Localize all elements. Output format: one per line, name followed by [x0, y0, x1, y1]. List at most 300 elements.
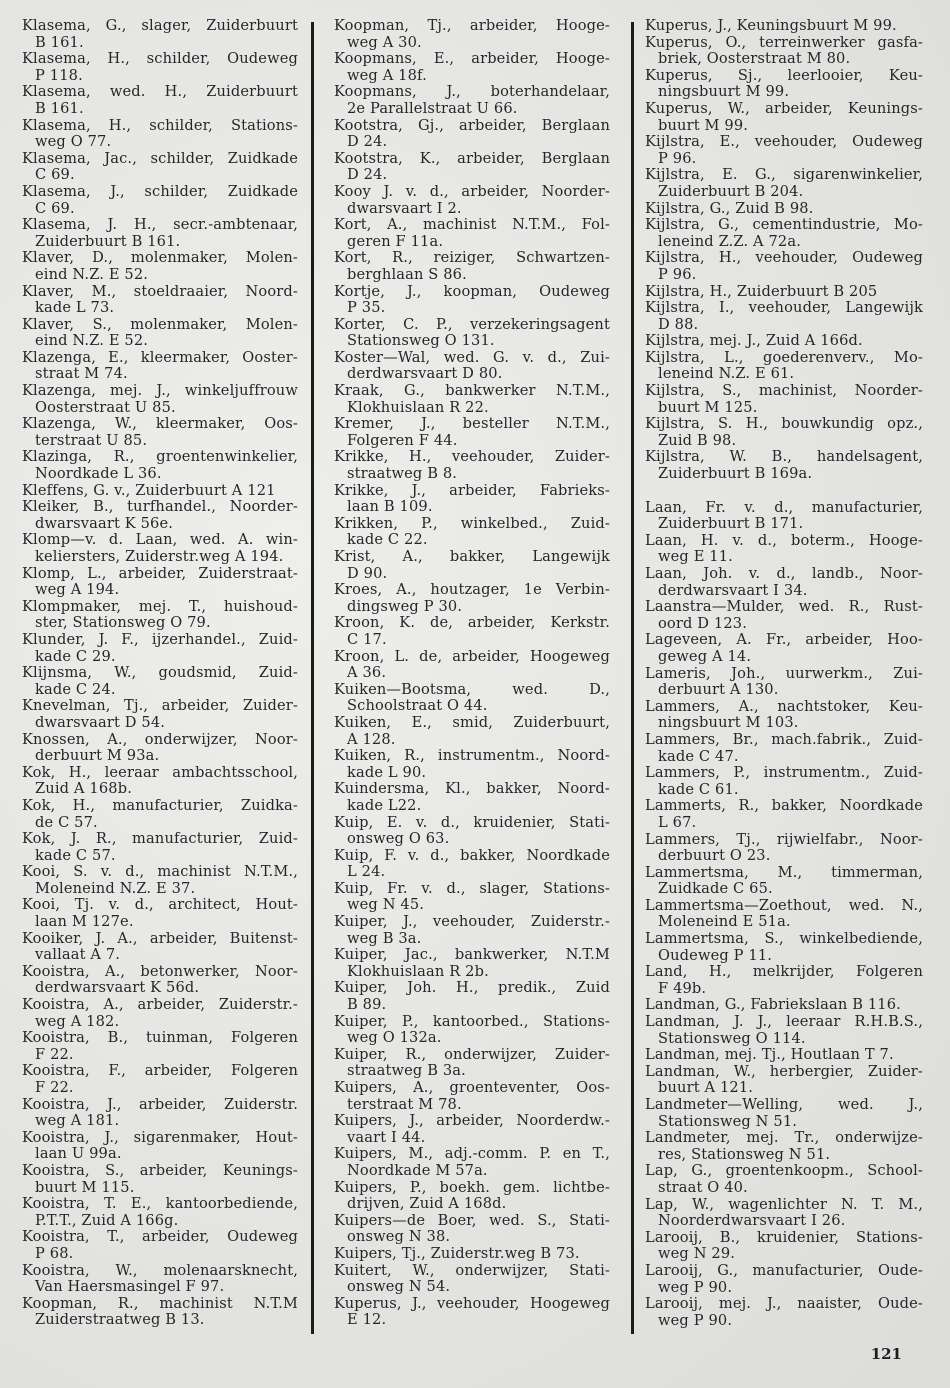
entry-address-line: weg A 30. — [347, 33, 422, 51]
entry-address-line: D 24. — [347, 133, 388, 151]
directory-entry — [334, 1213, 610, 1246]
directory-entry — [645, 1064, 923, 1097]
directory-entry — [645, 250, 923, 283]
directory-entry — [334, 416, 610, 449]
entry-address-line: C 69. — [35, 166, 75, 184]
directory-entry — [334, 582, 610, 615]
entry-name-line: Lammerts, R., bakker, Noordkade — [645, 797, 923, 815]
entry-name-line: Kijlstra, S., machinist, Noorder- — [645, 382, 923, 400]
entry-address-line: D 24. — [347, 166, 388, 184]
entry-name-line: Klazenga, mej. J., winkeljuffrouw — [22, 382, 298, 400]
entry-name-line: Landmeter, mej. Tr., onderwijze- — [645, 1129, 923, 1147]
entry-name-line: Kuipers—de Boer, wed. S., Stati- — [334, 1211, 610, 1229]
directory-entry — [22, 831, 298, 864]
entry-name-line: Kijlstra, S. H., bouwkundig opz., — [645, 415, 923, 433]
entry-name-line: Kooistra, T., arbeider, Oudeweg — [22, 1228, 298, 1246]
entry-address-line: weg O 132a. — [347, 1029, 442, 1047]
entry-address-line: P 35. — [347, 299, 386, 317]
entry-name-line: Laanstra—Mulder, wed. R., Rust- — [645, 598, 923, 616]
entry-name-line: Kok, J. R., manufacturier, Zuid- — [22, 830, 298, 848]
entry-name-line: Kroon, L. de, arbeider, Hoogeweg — [334, 647, 610, 665]
entry-name-line: Larooij, G., manufacturier, Oude- — [645, 1261, 923, 1279]
directory-entry — [22, 1030, 298, 1063]
directory-entry — [22, 665, 298, 698]
entry-name-line: Kuiper, R., onderwijzer, Zuider- — [334, 1045, 610, 1063]
directory-entry — [334, 284, 610, 317]
entry-address-line: Oudeweg P 11. — [658, 946, 773, 964]
entry-name-line: Kort, A., machinist N.T.M., Fol- — [334, 216, 610, 234]
entry-name-line: Klazinga, R., groentenwinkelier, — [22, 448, 298, 466]
directory-entry — [334, 483, 610, 516]
directory-entry — [645, 931, 923, 964]
entry-address-line: weg P 90. — [658, 1278, 733, 1296]
directory-entry — [22, 1296, 298, 1329]
entry-name-line: Kuip, Fr. v. d., slager, Stations- — [334, 879, 610, 897]
directory-entry — [22, 1263, 298, 1296]
directory-entry — [645, 798, 923, 831]
entry-name-line: Kuperus, O., terreinwerker gasfa- — [645, 33, 923, 51]
entry-name-line: Klazenga, E., kleermaker, Ooster- — [22, 348, 298, 366]
directory-entry — [645, 599, 923, 632]
directory-entry — [645, 284, 923, 301]
entry-name-line: Kuipers, Tj., Zuiderstr.weg B 73. — [334, 1244, 580, 1262]
directory-entry — [645, 997, 923, 1014]
entry-name-line: Kroes, A., houtzager, 1e Verbin- — [334, 581, 610, 599]
entry-name-line: Kuiken—Bootsma, wed. D., — [334, 680, 610, 698]
entry-address-line: A 36. — [347, 664, 387, 682]
entry-address-line: weg E 11. — [658, 548, 733, 566]
entry-name-line: Krikken, P., winkelbed., Zuid- — [334, 514, 610, 532]
entry-address-line: derbuurt O 23. — [658, 847, 771, 865]
entry-name-line: Larooij, mej. J., naaister, Oude- — [645, 1295, 923, 1313]
entry-name-line: Klasema, J. H., secr.-ambtenaar, — [22, 216, 298, 234]
column-divider-right — [631, 22, 634, 1334]
entry-name-line: Lameris, Joh., uurwerkm., Zui- — [645, 664, 923, 682]
column-left — [22, 18, 298, 1329]
directory-entry — [22, 931, 298, 964]
directory-entry — [645, 500, 923, 533]
entry-name-line: Klasema, Jac., schilder, Zuidkade — [22, 149, 298, 167]
directory-entry — [334, 118, 610, 151]
entry-name-line: Korter, C. P., verzekeringsagent — [334, 315, 610, 333]
entry-name-line: Kijlstra, H., veehouder, Oudeweg — [645, 249, 923, 267]
directory-entry — [22, 449, 298, 482]
entry-name-line: Kooistra, A., betonwerker, Noor- — [22, 962, 298, 980]
entry-name-line: Kuip, F. v. d., bakker, Noordkade — [334, 846, 610, 864]
entry-address-line: kade C 29. — [35, 647, 116, 665]
entry-name-line: Kootstra, Gj., arbeider, Berglaan — [334, 116, 610, 134]
entry-name-line: Knevelman, Tj., arbeider, Zuider- — [22, 697, 298, 715]
directory-entry — [645, 865, 923, 898]
column-divider-left — [311, 22, 314, 1334]
entry-name-line: Kuiper, P., kantoorbed., Stations- — [334, 1012, 610, 1030]
directory-entry — [22, 897, 298, 930]
entry-address-line: eind N.Z. E 52. — [35, 265, 149, 283]
entry-address-line: terstraat U 85. — [35, 431, 148, 449]
entry-name-line: Lap, W., wagenlichter N. T. M., — [645, 1195, 923, 1213]
directory-entry — [645, 350, 923, 383]
entry-address-line: dwarsvaart D 54. — [35, 713, 166, 731]
directory-entry — [334, 317, 610, 350]
directory-entry — [22, 532, 298, 565]
entry-address-line: keliersters, Zuiderstr.weg A 194. — [35, 548, 284, 565]
entry-name-line: Koopmans, E., arbeider, Hooge- — [334, 50, 610, 68]
directory-entry — [645, 1197, 923, 1230]
entry-address-line: laan M 127e. — [35, 913, 134, 931]
entry-name-line: Klasema, G., slager, Zuiderbuurt — [22, 17, 298, 34]
directory-entry — [334, 947, 610, 980]
directory-entry — [334, 881, 610, 914]
entry-name-line: Kooistra, F., arbeider, Folgeren — [22, 1062, 298, 1080]
entry-address-line: onsweg N 38. — [347, 1228, 451, 1246]
directory-entry — [645, 765, 923, 798]
entry-address-line: derbuurt M 93a. — [35, 747, 160, 765]
entry-address-line: kade C 57. — [35, 846, 116, 864]
entry-address-line: straatweg B 3a. — [347, 1062, 466, 1080]
entry-name-line: Kooi, Tj. v. d., architect, Hout- — [22, 896, 298, 914]
entry-name-line: Kuipers, A., groenteventer, Oos- — [334, 1079, 610, 1096]
entry-name-line: Kooistra, T. E., kantoorbediende, — [22, 1195, 298, 1213]
directory-entry — [645, 566, 923, 599]
directory-entry — [645, 217, 923, 250]
entry-address-line: Zuid A 168b. — [35, 780, 133, 798]
entry-address-line: straat M 74. — [35, 365, 128, 383]
entry-name-line: Kraak, G., bankwerker N.T.M., — [334, 382, 610, 400]
directory-entry — [645, 1263, 923, 1296]
directory-entry — [645, 666, 923, 699]
entry-address-line: Noordkade L 36. — [35, 465, 162, 483]
entry-address-line: oord D 123. — [658, 614, 748, 632]
directory-entry — [334, 516, 610, 549]
entry-address-line: weg A 194. — [35, 581, 120, 599]
entry-address-line: kade C 22. — [347, 531, 428, 549]
directory-entry — [645, 1047, 923, 1064]
entry-name-line: Kooy J. v. d., arbeider, Noorder- — [334, 182, 610, 200]
entry-name-line: Laan, Fr. v. d., manufacturier, — [645, 498, 923, 516]
directory-entry — [22, 317, 298, 350]
entry-address-line: kade L 90. — [347, 763, 427, 781]
entry-name-line: Lammertsma, S., winkelbediende, — [645, 930, 923, 948]
entry-address-line: Zuidkade C 65. — [658, 880, 773, 898]
entry-address-line: vallaat A 7. — [35, 946, 121, 964]
directory-entry — [645, 1097, 923, 1130]
directory-entry — [645, 68, 923, 101]
directory-entry — [22, 1130, 298, 1163]
directory-entry — [334, 1296, 610, 1329]
entry-name-line: Kok, H., manufacturier, Zuidka- — [22, 796, 298, 814]
directory-entry — [334, 715, 610, 748]
entry-address-line: geweg A 14. — [658, 647, 752, 665]
directory-entry — [22, 864, 298, 897]
entry-address-line: Zuid B 98. — [658, 431, 737, 449]
directory-entry — [22, 383, 298, 416]
directory-entry — [22, 732, 298, 765]
entry-address-line: onsweg N 54. — [347, 1278, 451, 1296]
entry-address-line: Zuiderstraatweg B 13. — [35, 1311, 205, 1329]
directory-entry — [22, 765, 298, 798]
directory-entry — [334, 815, 610, 848]
entry-address-line: Stationsweg O 131. — [347, 332, 495, 350]
entry-address-line: de C 57. — [35, 813, 98, 831]
directory-entry — [645, 1296, 923, 1329]
entry-address-line: dwarsvaart K 56e. — [35, 514, 174, 532]
entry-address-line: D 88. — [658, 315, 699, 333]
entry-name-line: Kleiker, B., turfhandel., Noorder- — [22, 498, 298, 516]
entry-address-line: Noordkade M 57a. — [347, 1161, 488, 1179]
entry-name-line: Kort, R., reiziger, Schwartzen- — [334, 249, 610, 267]
entry-address-line: Klokhuislaan R 2b. — [347, 962, 489, 980]
entry-address-line: D 90. — [347, 564, 388, 582]
entry-name-line: Kuitert, W., onderwijzer, Stati- — [334, 1261, 610, 1279]
directory-entry — [334, 350, 610, 383]
entry-name-line: Lammertsma, M., timmerman, — [645, 863, 923, 881]
directory-entry — [22, 997, 298, 1030]
entry-address-line: Klokhuislaan R 22. — [347, 398, 489, 416]
entry-address-line: leneind N.Z. E 61. — [658, 365, 795, 383]
entry-address-line: 2e Parallelstraat U 66. — [347, 99, 518, 117]
entry-address-line: L 24. — [347, 863, 386, 881]
entry-name-line: Lammertsma—Zoethout, wed. N., — [645, 896, 923, 914]
entry-name-line: Kijlstra, W. B., handelsagent, — [645, 448, 923, 466]
entry-name-line: Klunder, J. F., ijzerhandel., Zuid- — [22, 630, 298, 648]
entry-address-line: leneind Z.Z. A 72a. — [658, 232, 802, 250]
directory-entry — [22, 798, 298, 831]
directory-entry — [645, 333, 923, 350]
entry-name-line: Kuipers, J., arbeider, Noorderdw.- — [334, 1112, 610, 1130]
entry-address-line: ster, Stationsweg O 79. — [35, 614, 211, 632]
entry-address-line: weg A 18f. — [347, 66, 427, 84]
directory-entry — [334, 615, 610, 648]
entry-name-line: Kuipers, M., adj.-comm. P. en T., — [334, 1145, 610, 1163]
entry-name-line: Kijlstra, G., cementindustrie, Mo- — [645, 216, 923, 234]
directory-entry — [22, 416, 298, 449]
entry-name-line: Landman, J. J., leeraar R.H.B.S., — [645, 1013, 923, 1031]
directory-entry — [22, 84, 298, 117]
entry-name-line: Kooistra, J., arbeider, Zuiderstr. — [22, 1095, 298, 1113]
directory-entry — [645, 35, 923, 68]
entry-address-line: kade C 24. — [35, 680, 116, 698]
entry-name-line: Kijlstra, L., goederenverv., Mo- — [645, 348, 923, 366]
directory-entry — [22, 250, 298, 283]
directory-entry — [334, 781, 610, 814]
directory-entry — [22, 118, 298, 151]
entry-name-line: Land, H., melkrijder, Folgeren — [645, 963, 923, 981]
entry-name-line: Landman, W., herbergier, Zuider- — [645, 1062, 923, 1080]
directory-entry — [22, 1163, 298, 1196]
entry-address-line: straatweg B 8. — [347, 465, 458, 483]
entry-name-line: Kooistra, A., arbeider, Zuiderstr.- — [22, 996, 298, 1014]
directory-entry — [645, 101, 923, 134]
entry-name-line: Kijlstra, E. G., sigarenwinkelier, — [645, 166, 923, 184]
directory-entry — [645, 416, 923, 449]
entry-name-line: Kijlstra, mej. J., Zuid A 166d. — [645, 332, 863, 350]
entry-name-line: Kuperus, J., veehouder, Hoogeweg — [334, 1294, 610, 1312]
entry-address-line: derbuurt A 130. — [658, 681, 779, 699]
entry-name-line: Klompmaker, mej. T., huishoud- — [22, 597, 298, 615]
directory-entry — [645, 134, 923, 167]
entry-address-line: drijven, Zuid A 168d. — [347, 1195, 507, 1213]
entry-name-line: Kuperus, W., arbeider, Keunings- — [645, 99, 923, 117]
entry-name-line: Kooiker, J. A., arbeider, Buitenst- — [22, 929, 298, 947]
directory-entry — [22, 499, 298, 532]
entry-address-line: P 68. — [35, 1244, 74, 1262]
entry-name-line: Lammers, A., nachtstoker, Keu- — [645, 697, 923, 715]
directory-entry — [645, 1014, 923, 1047]
directory-entry — [645, 449, 923, 482]
entry-address-line: derdwarsvaart I 34. — [658, 581, 808, 599]
entry-address-line: ningsbuurt M 99. — [658, 83, 790, 101]
entry-name-line: Lap, G., groentenkoopm., School- — [645, 1162, 923, 1180]
entry-address-line: laan U 99a. — [35, 1145, 122, 1163]
entry-address-line: derdwarsvaart D 80. — [347, 365, 503, 383]
directory-entry — [645, 533, 923, 566]
entry-name-line: Knossen, A., onderwijzer, Noor- — [22, 730, 298, 748]
entry-name-line: Laan, Joh. v. d., landb., Noor- — [645, 565, 923, 582]
column-middle — [334, 18, 610, 1329]
entry-address-line: weg A 181. — [35, 1112, 120, 1130]
entry-name-line: Kleffens, G. v., Zuiderbuurt A 121 — [22, 481, 276, 499]
entry-address-line: kade C 47. — [658, 747, 739, 765]
entry-address-line: vaart I 44. — [347, 1128, 426, 1146]
directory-entry — [645, 1230, 923, 1263]
directory-entry — [645, 300, 923, 333]
directory-entry — [22, 18, 298, 51]
entry-address-line: res, Stationsweg N 51. — [658, 1145, 831, 1163]
entry-address-line: Stationsweg N 51. — [658, 1112, 798, 1130]
entry-name-line: Larooij, B., kruidenier, Stations- — [645, 1228, 923, 1246]
entry-address-line: Oosterstraat U 85. — [35, 398, 176, 416]
entry-address-line: dingsweg P 30. — [347, 597, 463, 615]
entry-name-line: Koopman, R., machinist N.T.M — [22, 1294, 298, 1312]
entry-address-line: buurt M 115. — [35, 1178, 135, 1196]
entry-name-line: Kroon, K. de, arbeider, Kerkstr. — [334, 614, 610, 632]
entry-name-line: Kooistra, W., molenaarsknecht, — [22, 1261, 298, 1279]
directory-entry — [22, 1196, 298, 1229]
entry-address-line: B 89. — [347, 996, 387, 1014]
directory-entry — [22, 1229, 298, 1262]
entry-address-line: buurt M 125. — [658, 398, 758, 416]
directory-entry — [334, 1146, 610, 1179]
entry-name-line: Klazenga, W., kleermaker, Oos- — [22, 415, 298, 433]
entry-address-line: A 128. — [347, 730, 396, 748]
entry-name-line: Kooistra, J., sigarenmaker, Hout- — [22, 1128, 298, 1146]
entry-address-line: Zuiderbuurt B 169a. — [658, 465, 813, 483]
entry-name-line: Klaver, S., molenmaker, Molen- — [22, 315, 298, 333]
directory-entry — [645, 201, 923, 218]
directory-entry — [334, 649, 610, 682]
entry-name-line: Kooistra, B., tuinman, Folgeren — [22, 1029, 298, 1047]
entry-address-line: Zuiderbuurt B 204. — [658, 182, 804, 200]
entry-address-line: F 22. — [35, 1045, 74, 1063]
directory-entry — [22, 964, 298, 997]
directory-entry — [22, 632, 298, 665]
directory-entry — [645, 632, 923, 665]
entry-address-line: Folgeren F 44. — [347, 431, 458, 449]
directory-entry — [334, 51, 610, 84]
entry-name-line: Kortje, J., koopman, Oudeweg — [334, 282, 610, 300]
entry-name-line: Kuperus, J., Keuningsbuurt M 99. — [645, 17, 897, 34]
entry-name-line: Kooi, S. v. d., machinist N.T.M., — [22, 863, 298, 881]
directory-entry — [22, 1097, 298, 1130]
entry-name-line: Kuiper, J., veehouder, Zuiderstr.- — [334, 913, 610, 931]
directory-entry — [334, 151, 610, 184]
directory-entry — [645, 383, 923, 416]
entry-address-line: Van Haersmasingel F 97. — [35, 1278, 225, 1296]
entry-name-line: Klijnsma, W., goudsmid, Zuid- — [22, 664, 298, 682]
entry-name-line: Landmeter—Welling, wed. J., — [645, 1096, 923, 1113]
entry-name-line: Klasema, H., schilder, Stations- — [22, 116, 298, 134]
entry-address-line: briek, Oosterstraat M 80. — [658, 50, 851, 68]
entry-name-line: Lageveen, A. Fr., arbeider, Hoo- — [645, 631, 923, 649]
directory-entry — [645, 1163, 923, 1196]
entry-name-line: Krikke, J., arbeider, Fabrieks- — [334, 481, 610, 499]
directory-entry — [22, 599, 298, 632]
directory-entry — [334, 1080, 610, 1113]
entry-address-line: derdwarsvaart K 56d. — [35, 979, 200, 997]
directory-entry — [334, 250, 610, 283]
entry-address-line: C 17. — [347, 630, 387, 648]
entry-address-line: E 12. — [347, 1311, 387, 1329]
directory-entry — [645, 699, 923, 732]
directory-entry — [22, 151, 298, 184]
entry-address-line: F 49b. — [658, 979, 707, 997]
entry-name-line: Kijlstra, I., veehouder, Langewijk — [645, 299, 923, 317]
entry-address-line: straat O 40. — [658, 1178, 748, 1196]
entry-name-line: Klomp, L., arbeider, Zuiderstraat- — [22, 564, 298, 582]
directory-entry — [22, 483, 298, 500]
directory-entry — [22, 1063, 298, 1096]
directory-entry — [334, 383, 610, 416]
entry-address-line: buurt A 121. — [658, 1079, 754, 1097]
entry-address-line: Noorderdwarsvaart I 26. — [658, 1212, 846, 1230]
entry-address-line: kade L22. — [347, 796, 422, 814]
entry-address-line: buurt M 99. — [658, 116, 749, 134]
entry-address-line: P 96. — [658, 149, 697, 167]
column-right — [645, 18, 923, 1329]
entry-name-line: Kuip, E. v. d., kruidenier, Stati- — [334, 813, 610, 831]
entry-address-line: berghlaan S 86. — [347, 265, 467, 283]
directory-entry — [334, 1246, 610, 1263]
entry-address-line: dwarsvaart I 2. — [347, 199, 462, 217]
directory-entry — [22, 566, 298, 599]
directory-entry — [22, 217, 298, 250]
directory-entry — [334, 84, 610, 117]
section-gap — [645, 483, 923, 500]
entry-name-line: Landman, mej. Tj., Houtlaan T 7. — [645, 1046, 894, 1064]
entry-address-line: B 161. — [35, 99, 84, 117]
directory-entry — [22, 284, 298, 317]
directory-entry — [645, 1130, 923, 1163]
entry-address-line: laan B 109. — [347, 498, 433, 516]
entry-name-line: Kootstra, K., arbeider, Berglaan — [334, 149, 610, 167]
directory-entry — [334, 18, 610, 51]
entry-name-line: Krist, A., bakker, Langewijk — [334, 548, 610, 565]
entry-address-line: Zuiderbuurt B 161. — [35, 232, 181, 250]
entry-address-line: L 67. — [658, 813, 697, 831]
entry-address-line: weg B 3a. — [347, 929, 422, 947]
directory-entry — [334, 682, 610, 715]
entry-address-line: Stationsweg O 114. — [658, 1029, 806, 1047]
entry-name-line: Kuiper, Jac., bankwerker, N.T.M — [334, 946, 610, 964]
entry-address-line: Moleneind N.Z. E 37. — [35, 879, 196, 897]
entry-name-line: Kuiper, Joh. H., predik., Zuid — [334, 979, 610, 997]
entry-name-line: Kok, H., leeraar ambachtsschool, — [22, 763, 298, 781]
entry-address-line: weg N 45. — [347, 896, 425, 914]
directory-entry — [645, 732, 923, 765]
entry-name-line: Klasema, wed. H., Zuiderbuurt — [22, 83, 298, 101]
entry-address-line: ningsbuurt M 103. — [658, 714, 799, 732]
directory-entry — [334, 848, 610, 881]
